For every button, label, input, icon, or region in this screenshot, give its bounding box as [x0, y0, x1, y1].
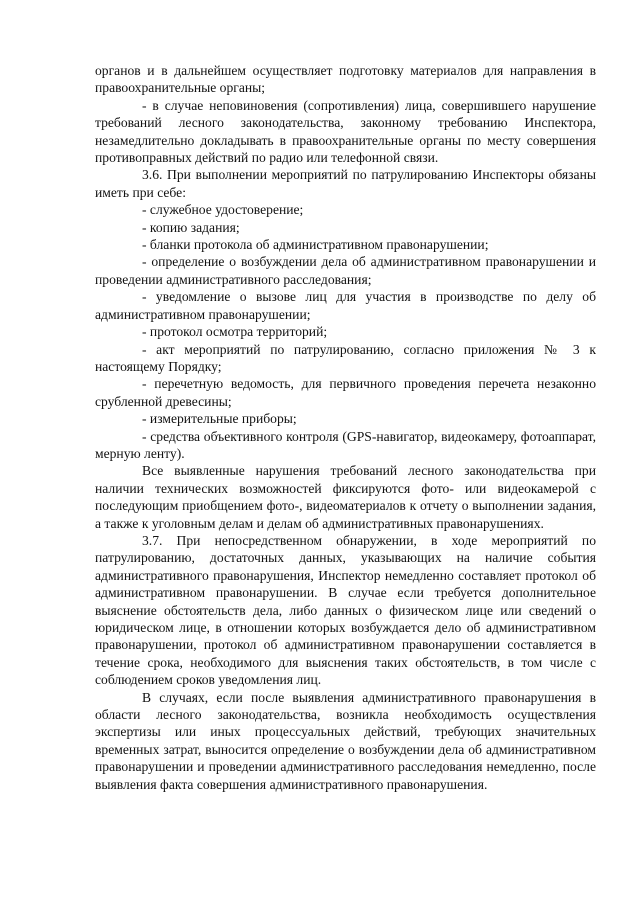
list-item: - средства объективного контроля (GPS-навигатор, видеокамеру, фотоаппарат, мерную ленту).	[95, 428, 596, 461]
list-item: - бланки протокола об административном правонарушении;	[142, 237, 489, 253]
list-item: - копию задания;	[142, 219, 240, 235]
list-item: - измерительные приборы;	[142, 411, 297, 427]
list-item: - служебное удостоверение;	[142, 202, 304, 218]
paragraph: В случаях, если после выявления административного правонарушения в области лесного законодательства, возникла необходимость осуществления экспертизы или иных процессуальных действий, требующих значительных временных затрат, выносится определение о возбуждении дела об административном правонарушении и проведении административного расследования немедленно, после выявления факта совершения административного правонарушения.	[95, 689, 596, 792]
paragraph: Все выявленные нарушения требований лесного законодательства при наличии технических возможностей фиксируются фото- или видеокамерой с последующим приобщением фото-, видеоматериалов к отчету о выполнении задания, а также к уголовным делам и делам об административных правонарушениях.	[95, 463, 596, 531]
list-item: - в случае неповиновения (сопротивления) лица, совершившего нарушение требований лесного законодательства, законному требованию Инспектора, незамедлительно докладывать в правоохранительные органы по месту совершения противоправных действий по радио или телефонной связи.	[95, 97, 596, 166]
list-item: - определение о возбуждении дела об административном правонарушении и проведении административного расследования;	[95, 254, 596, 287]
section-3-7: 3.7. При непосредственном обнаружении, в ходе мероприятий по патрулированию, достаточных данных, указывающих на наличие события административного правонарушения, Инспектор немедленно составляет протокол об административном правонарушении. В случае если требуется дополнительное выяснение обстоятельств дела, либо данных о физическом лице или сведений о юридическом лице, в отношении которых возбуждается дело об административном правонарушении, протокол об административном правонарушении составляется в течение срока, необходимого для выяснения таких обстоятельств, в том числе с соблюдением сроков уведомления лиц.	[95, 532, 596, 688]
paragraph-continuation: органов и в дальнейшем осуществляет подготовку материалов для направления в правоохранительные органы;	[95, 63, 596, 96]
list-item: - уведомление о вызове лиц для участия в производстве по делу об административном правонарушении;	[95, 289, 596, 322]
section-3-6: 3.6. При выполнении мероприятий по патрулированию Инспекторы обязаны иметь при себе:	[95, 167, 596, 200]
list-item: - протокол осмотра территорий;	[142, 324, 328, 340]
list-item: - акт мероприятий по патрулированию, согласно приложения № 3 к настоящему Порядку;	[95, 341, 596, 374]
list-item: - перечетную ведомость, для первичного проведения перечета незаконно срубленной древесины;	[95, 376, 596, 409]
